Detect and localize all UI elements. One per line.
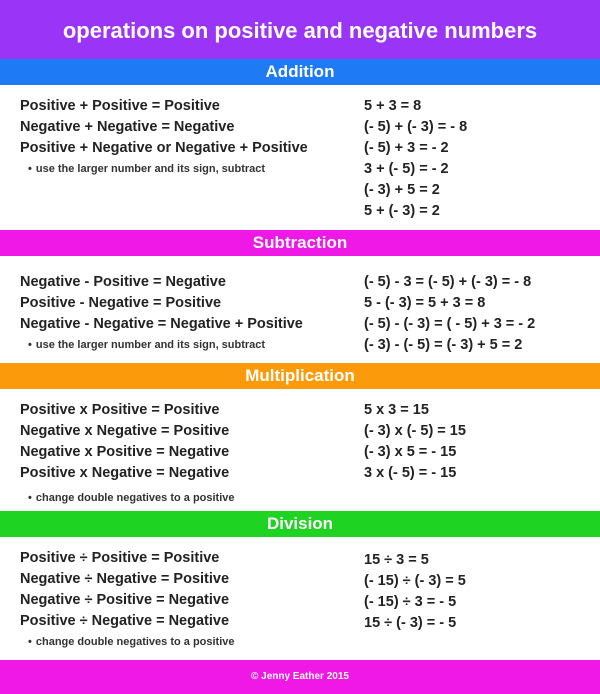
division-examples: [364, 550, 466, 634]
addition-example: 5 + (- 3) = 2: [364, 203, 440, 219]
section-header-subtraction: Subtraction: [0, 230, 600, 256]
copyright-footer: © Jenny Eather 2015: [0, 660, 600, 694]
division-example: 15 ÷ 3 = 5: [364, 552, 429, 568]
subtraction-example: (- 5) - (- 3) = ( - 5) + 3 = - 2: [364, 316, 536, 332]
subtraction-note: [20, 335, 303, 355]
addition-note: [20, 159, 308, 179]
addition-rule: Negative + Negative = Negative: [20, 119, 235, 135]
multiplication-rule: Positive x Positive = Positive: [20, 402, 220, 418]
multiplication-rules: [20, 400, 235, 508]
addition-rules: [20, 96, 308, 179]
division-rules: [20, 548, 235, 652]
multiplication-example: 3 x (- 5) = - 15: [364, 465, 457, 481]
division-note: [20, 632, 235, 652]
multiplication-rule: Positive x Negative = Negative: [20, 465, 230, 481]
addition-example: (- 5) + (- 3) = - 8: [364, 119, 468, 135]
multiplication-examples: [364, 400, 466, 484]
section-header-addition: Addition: [0, 59, 600, 85]
addition-example: (- 3) + 5 = 2: [364, 182, 440, 198]
division-example: (- 15) ÷ 3 = - 5: [364, 594, 457, 610]
addition-example: 5 + 3 = 8: [364, 98, 422, 114]
section-header-division: Division: [0, 511, 600, 537]
subtraction-example: (- 5) - 3 = (- 5) + (- 3) = - 8: [364, 274, 532, 290]
bullet-icon: •: [28, 492, 32, 504]
division-example: 15 ÷ (- 3) = - 5: [364, 615, 457, 631]
multiplication-note: [20, 488, 235, 508]
multiplication-example: (- 3) x (- 5) = 15: [364, 423, 466, 439]
multiplication-note-text: change double negatives to a positive: [35, 492, 235, 504]
multiplication-rule: Negative x Positive = Negative: [20, 444, 230, 460]
subtraction-example: (- 3) - (- 5) = (- 3) + 5 = 2: [364, 337, 523, 353]
bullet-icon: •: [28, 636, 32, 648]
subtraction-example: 5 - (- 3) = 5 + 3 = 8: [364, 295, 486, 311]
page-title: operations on positive and negative numbers: [0, 0, 600, 62]
division-note-text: change double negatives to a positive: [35, 636, 235, 648]
addition-rule: Positive + Negative or Negative + Positive: [20, 140, 308, 156]
addition-example: (- 5) + 3 = - 2: [364, 140, 449, 156]
division-rule: Positive ÷ Negative = Negative: [20, 613, 230, 629]
subtraction-rule: Negative - Negative = Negative + Positive: [20, 316, 303, 332]
division-rule: Positive ÷ Positive = Positive: [20, 550, 220, 566]
addition-rule: Positive + Positive = Positive: [20, 98, 220, 114]
addition-examples: [364, 96, 467, 222]
bullet-icon: •: [28, 163, 32, 175]
multiplication-rule: Negative x Negative = Positive: [20, 423, 230, 439]
section-header-multiplication: Multiplication: [0, 363, 600, 389]
bullet-icon: •: [28, 339, 32, 351]
subtraction-rule: Positive - Negative = Positive: [20, 295, 222, 311]
addition-note-text: use the larger number and its sign, subtract: [35, 163, 266, 175]
division-example: (- 15) ÷ (- 3) = 5: [364, 573, 466, 589]
multiplication-example: 5 x 3 = 15: [364, 402, 429, 418]
subtraction-examples: [364, 272, 535, 356]
addition-example: 3 + (- 5) = - 2: [364, 161, 449, 177]
subtraction-rule: Negative - Positive = Negative: [20, 274, 226, 290]
subtraction-rules: [20, 272, 303, 355]
division-rule: Negative ÷ Positive = Negative: [20, 592, 230, 608]
division-rule: Negative ÷ Negative = Positive: [20, 571, 230, 587]
multiplication-example: (- 3) x 5 = - 15: [364, 444, 457, 460]
subtraction-note-text: use the larger number and its sign, subtract: [35, 339, 266, 351]
